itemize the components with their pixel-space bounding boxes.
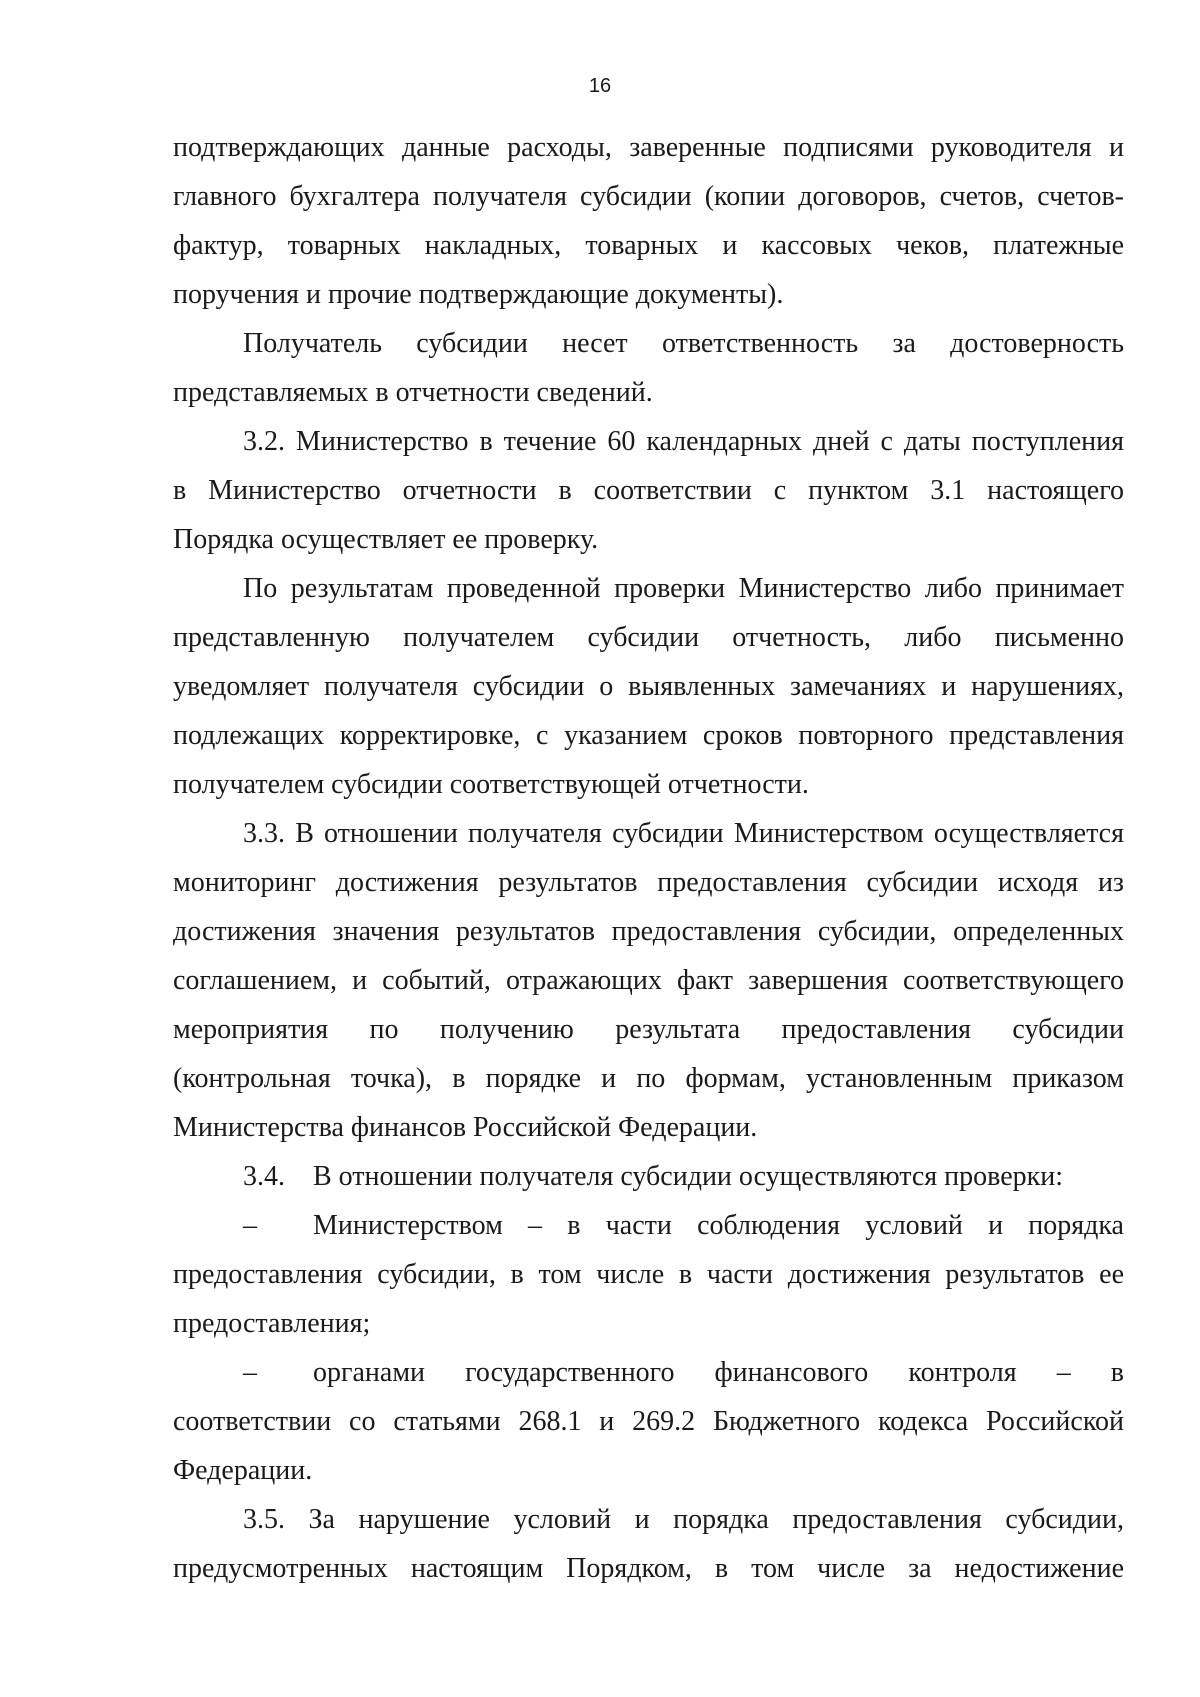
list-item-text: Министерством – в части соблюдения условий и порядка (313, 1210, 1124, 1241)
list-item-control-bodies (173, 1348, 1124, 1495)
text-line: мониторинг достижения результатов предоставления субсидии исходя из (173, 867, 1124, 898)
text-line: поручения и прочие подтверждающие документы). (173, 279, 784, 310)
text-line: 3.5. За нарушение условий и порядка предоставления субсидии, (243, 1504, 1124, 1535)
text-line: фактур, товарных накладных, товарных и кассовых чеков, платежные (173, 230, 1124, 261)
clause-number: 3.4. (243, 1161, 285, 1192)
text-line: получателем субсидии соответствующей отчетности. (173, 769, 809, 800)
text-line: По результатам проведенной проверки Министерство либо принимает (243, 573, 1124, 604)
text-line: подлежащих корректировке, с указанием сроков повторного представления (173, 720, 1124, 751)
text-line: представленную получателем субсидии отчетность, либо письменно (173, 622, 1124, 653)
text-line (173, 1348, 1124, 1397)
text-line: уведомляет получателя субсидии о выявленных замечаниях и нарушениях, (173, 671, 1124, 702)
text-line: предусмотренных настоящим Порядком, в том числе за недостижение (173, 1553, 1124, 1584)
text-line: достижения значения результатов предоставления субсидии, определенных (173, 916, 1124, 947)
text-line: предоставления субсидии, в том числе в части достижения результатов ее (173, 1259, 1124, 1290)
text-line: (контрольная точка), в порядке и по формам, установленным приказом (173, 1063, 1124, 1094)
text-line: Получатель субсидии несет ответственность за достоверность (243, 328, 1124, 359)
text-line: соответствии со статьями 268.1 и 269.2 Бюджетного кодекса Российской (173, 1406, 1124, 1437)
document-body (173, 123, 1124, 1593)
text-line: главного бухгалтера получателя субсидии (копии договоров, счетов, счетов- (173, 181, 1124, 212)
text-line: предоставления; (173, 1308, 371, 1339)
list-dash: – (243, 1210, 257, 1241)
text-line (173, 1201, 1124, 1250)
paragraph-3-4 (173, 1152, 1124, 1201)
text-line: 3.2. Министерство в течение 60 календарных дней с даты поступления (243, 426, 1124, 457)
page-number: 16 (588, 75, 612, 97)
text-line: соглашением, и событий, отражающих факт завершения соответствующего (173, 965, 1124, 996)
paragraph-continuation (173, 123, 1124, 319)
text-line: Порядка осуществляет ее проверку. (173, 524, 599, 555)
text-line: представляемых в отчетности сведений. (173, 377, 653, 408)
text-line: Министерства финансов Российской Федерации. (173, 1112, 758, 1143)
text-line: в Министерство отчетности в соответствии с пунктом 3.1 настоящего (173, 475, 1124, 506)
list-item-ministry (173, 1201, 1124, 1348)
paragraph-3-5 (173, 1495, 1124, 1593)
text-line: Федерации. (173, 1455, 313, 1486)
list-dash: – (243, 1357, 257, 1388)
text-line (173, 1152, 1124, 1201)
list-item-text: органами государственного финансового контроля – в (313, 1357, 1124, 1388)
paragraph-3-2 (173, 417, 1124, 564)
clause-text: В отношении получателя субсидии осуществляются проверки: (313, 1161, 1063, 1192)
text-line: 3.3. В отношении получателя субсидии Министерством осуществляется (243, 818, 1124, 849)
paragraph-responsibility (173, 319, 1124, 417)
paragraph-3-3 (173, 809, 1124, 1152)
text-line: мероприятия по получению результата предоставления субсидии (173, 1014, 1124, 1045)
paragraph-check-results (173, 564, 1124, 809)
text-line: подтверждающих данные расходы, заверенные подписями руководителя и (173, 132, 1124, 163)
